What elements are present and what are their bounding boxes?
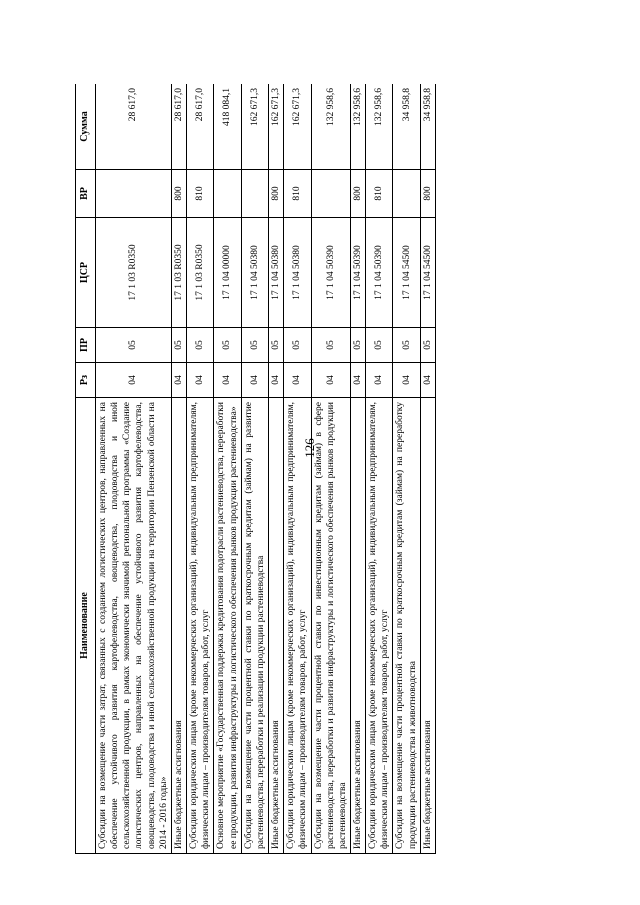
page-number: 126 xyxy=(302,438,317,458)
cell-name: Иные бюджетные ассигнования xyxy=(269,398,284,854)
cell-csr: 17 1 04 00000 xyxy=(214,218,241,328)
cell-sum: 162 671,3 xyxy=(284,84,311,170)
cell-pr: 05 xyxy=(187,328,214,363)
cell-csr: 17 1 04 54500 xyxy=(393,218,420,328)
cell-csr: 17 1 04 50390 xyxy=(366,218,393,328)
table-row xyxy=(420,84,435,854)
budget-table xyxy=(75,84,436,854)
cell-pr: 05 xyxy=(171,328,186,363)
cell-vr xyxy=(96,170,172,218)
cell-csr: 17 1 03 R0350 xyxy=(171,218,186,328)
table-row xyxy=(284,84,311,854)
cell-vr xyxy=(214,170,241,218)
cell-rz: 04 xyxy=(171,363,186,398)
cell-vr: 810 xyxy=(187,170,214,218)
cell-vr: 810 xyxy=(284,170,311,218)
table-row xyxy=(393,84,420,854)
table-row xyxy=(311,84,350,854)
table-row xyxy=(241,84,268,854)
table-row xyxy=(214,84,241,854)
cell-name: Иные бюджетные ассигнования xyxy=(420,398,435,854)
cell-rz: 04 xyxy=(366,363,393,398)
rotated-table-frame xyxy=(75,84,550,854)
cell-csr: 17 1 04 50380 xyxy=(284,218,311,328)
cell-pr: 05 xyxy=(214,328,241,363)
cell-vr xyxy=(241,170,268,218)
cell-vr: 800 xyxy=(269,170,284,218)
table-row xyxy=(171,84,186,854)
cell-pr: 05 xyxy=(311,328,350,363)
cell-pr: 05 xyxy=(393,328,420,363)
cell-csr: 17 1 03 R0350 xyxy=(96,218,172,328)
column-header-vr: ВР xyxy=(76,170,96,218)
cell-sum: 418 084,1 xyxy=(214,84,241,170)
cell-name: Субсидии юридическим лицам (кроме некоммерческих организаций), индивидуальным предпринимателям, физическим лицам – производителям товаров, работ, услуг xyxy=(187,398,214,854)
cell-pr: 05 xyxy=(350,328,365,363)
cell-rz: 04 xyxy=(284,363,311,398)
cell-rz: 04 xyxy=(350,363,365,398)
budget-table-container xyxy=(75,84,550,854)
cell-vr xyxy=(311,170,350,218)
cell-csr: 17 1 04 50380 xyxy=(269,218,284,328)
cell-pr: 05 xyxy=(241,328,268,363)
column-header-csr: ЦСР xyxy=(76,218,96,328)
cell-sum: 132 958,6 xyxy=(350,84,365,170)
cell-rz: 04 xyxy=(214,363,241,398)
cell-csr: 17 1 03 R0350 xyxy=(187,218,214,328)
cell-sum: 132 958,6 xyxy=(366,84,393,170)
cell-name: Субсидии на возмещение части процентной ставки по инвестиционным кредитам (займам) в сфере растениеводства, переработки и развития инфраструктуры и логистического обеспечения рынков продукции растениеводства xyxy=(311,398,350,854)
cell-sum: 28 617,0 xyxy=(171,84,186,170)
cell-pr: 05 xyxy=(269,328,284,363)
cell-pr: 05 xyxy=(366,328,393,363)
cell-name: Субсидии на возмещение части процентной ставки по краткосрочным кредитам (займам) на развитие растениеводства, переработки и реализации продукции растениеводства xyxy=(241,398,268,854)
cell-sum: 162 671,3 xyxy=(241,84,268,170)
cell-sum: 28 617,0 xyxy=(187,84,214,170)
cell-rz: 04 xyxy=(420,363,435,398)
cell-vr: 800 xyxy=(420,170,435,218)
cell-name: Основное мероприятие «Государственная поддержка кредитования подотрасли растениеводства, переработки ее продукции, развития инфраструктуры и логистического обеспечения рынков продукции растениеводства» xyxy=(214,398,241,854)
table-row xyxy=(366,84,393,854)
cell-name: Субсидии на возмещение части процентной ставки по краткосрочным кредитам (займам) на переработку продукции растениеводства и животноводства xyxy=(393,398,420,854)
cell-sum: 34 958,8 xyxy=(420,84,435,170)
cell-rz: 04 xyxy=(241,363,268,398)
cell-sum: 162 671,3 xyxy=(269,84,284,170)
cell-pr: 05 xyxy=(96,328,172,363)
cell-name: Субсидии юридическим лицам (кроме некоммерческих организаций), индивидуальным предпринимателям, физическим лицам – производителям товаров, работ, услуг xyxy=(284,398,311,854)
cell-csr: 17 1 04 50390 xyxy=(311,218,350,328)
cell-vr xyxy=(393,170,420,218)
cell-csr: 17 1 04 50390 xyxy=(350,218,365,328)
table-row xyxy=(269,84,284,854)
cell-rz: 04 xyxy=(187,363,214,398)
cell-rz: 04 xyxy=(269,363,284,398)
cell-name: Иные бюджетные ассигнования xyxy=(350,398,365,854)
cell-sum: 28 617,0 xyxy=(96,84,172,170)
table-row xyxy=(350,84,365,854)
column-header-rz: Рз xyxy=(76,363,96,398)
column-header-name: Наименование xyxy=(76,398,96,854)
cell-pr: 05 xyxy=(420,328,435,363)
column-header-pr: ПР xyxy=(76,328,96,363)
cell-name: Иные бюджетные ассигнования xyxy=(171,398,186,854)
table-row xyxy=(96,84,172,854)
cell-csr: 17 1 04 54500 xyxy=(420,218,435,328)
cell-sum: 132 958,6 xyxy=(311,84,350,170)
table-row xyxy=(187,84,214,854)
cell-rz: 04 xyxy=(393,363,420,398)
cell-name: Субсидии юридическим лицам (кроме некоммерческих организаций), индивидуальным предпринимателям, физическим лицам – производителям товаров, работ, услуг xyxy=(366,398,393,854)
cell-name: Субсидии на возмещение части затрат, связанных с созданием логистических центров, направленных на обеспечение устойчивого развития картофелеводства, овощеводства, плодоводства и иной сельскохозяйственной продукции, в рамках экономически значимой региональной программы «Создание логистических центров, направленных на обеспечение устойчивого развития картофелеводства, овощеводства, плодоводства и иной сельскохозяйственной продукции на территории Пензенской области на 2014 - 2016 годы» xyxy=(96,398,172,854)
table-header-row xyxy=(76,84,96,854)
cell-vr: 800 xyxy=(350,170,365,218)
cell-sum: 34 958,8 xyxy=(393,84,420,170)
cell-csr: 17 1 04 50380 xyxy=(241,218,268,328)
cell-vr: 810 xyxy=(366,170,393,218)
cell-rz: 04 xyxy=(311,363,350,398)
cell-pr: 05 xyxy=(284,328,311,363)
cell-rz: 04 xyxy=(96,363,172,398)
cell-vr: 800 xyxy=(171,170,186,218)
column-header-sum: Сумма xyxy=(76,84,96,170)
